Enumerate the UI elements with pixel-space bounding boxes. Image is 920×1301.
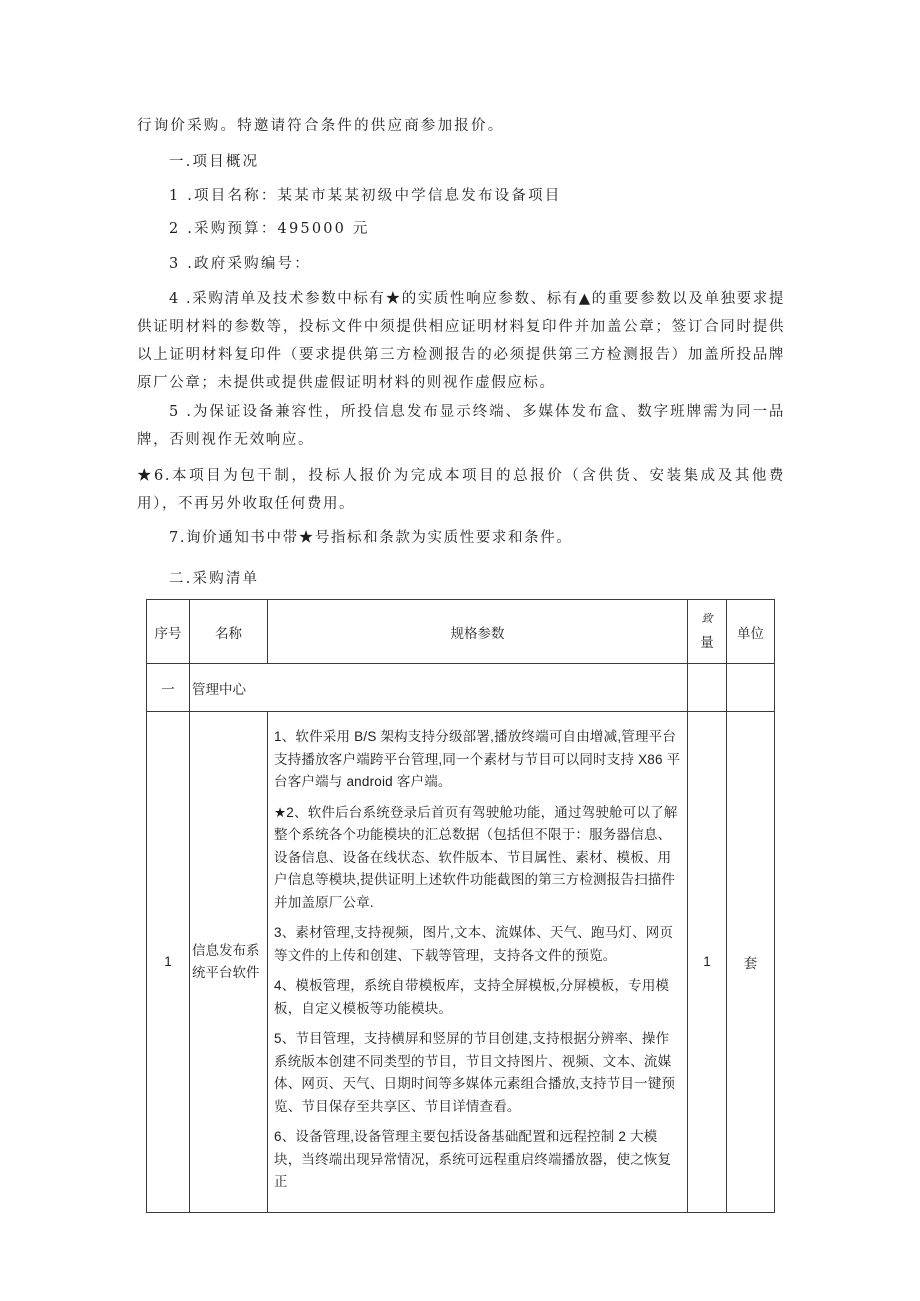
row-qty: 1 [688,712,727,1213]
section2-heading: 二.采购清单 [169,571,260,587]
row-no: 1 [147,712,190,1213]
section-name: 管理中心 [190,664,688,712]
item-1-project-name: 1 .项目名称：某某市某某初级中学信息发布设备项目 [169,188,562,204]
spec-item-5: 5、节目管理，支持横屏和竖屏的节目创建,支持根据分辨率、操作系统版本创建不同类型的节目，节目文持图片、视频、文本、流媒体、网页、天气、日期时间等多媒体元素组合播放,支持节目一键预览、节目保存至共享区、节目详情查看。 [274,1031,676,1114]
table-row [147,712,775,1213]
item-6-text: ★6.本项目为包干制，投标人报价为完成本项目的总报价（含供货、安装集成及其他费用），不再另外收取任何费用。 [137,468,785,512]
table-header-row [147,600,775,664]
item-5-text: 5 .为保证设备兼容性，所投信息发布显示终端、多媒体发布盒、数字班牌需为同一品牌，否则视作无效响应。 [137,404,785,448]
row-unit: 套 [727,712,775,1213]
row-name: 信息发布系统平台软件 [190,712,268,1213]
item-4-text: 4 .采购清单及技术参数中标有★的实质性响应参数、标有▲的重要参数以及单独要求提供证明材料的参数等，投标文件中须提供相应证明材料复印件并加盖公章；签订合同时提供以上证明材料复印件（要求提供第三方检测报告的必须提供第三方检测报告）加盖所投品牌原厂公章；未提供或提供虚假证明材料的则视作虚假应标。 [137,291,785,391]
item-7-substantive: 7.询价通知书中带★号指标和条款为实质性要求和条件。 [169,530,573,546]
item-2-budget: 2 .采购预算：495000 元 [169,221,370,237]
item-4-requirements [137,285,785,397]
header-qty-bottom: 量 [700,634,714,650]
section-qty [688,664,727,712]
item-3-procurement-number: 3 .政府采购编号： [169,256,311,272]
header-name: 名称 [190,600,268,664]
intro-line: 行询价采购。特邀请符合条件的供应商参加报价。 [137,118,505,134]
header-qty [688,600,727,664]
procurement-table [146,599,775,1213]
header-unit: 单位 [727,600,775,664]
spec-item-4: 4、模板管理，系统自带模板库，支持全屏模板,分屏模板，专用模板，自定义模板等功能模块。 [274,978,670,1016]
header-spec: 规格参数 [268,600,688,664]
section-no: 一 [147,664,190,712]
spec-item-6: 6、设备管理,设备管理主要包括设备基础配置和远程控制 2 大模块，当终端出现异常情况，系统可远程重启终端播放器，使之恢复正 [274,1129,672,1189]
row-spec [268,712,688,1213]
section-unit [727,664,775,712]
item-6-lump-sum [137,462,785,518]
spec-item-3: 3、素材管理,支持视频，图片,文本、流媒体、天气、跑马灯、网页等文件的上传和创建、下载等管理，支持各文件的预览。 [274,925,674,963]
header-qty-top: 致 [701,612,713,625]
spec-item-1: 1、软件采用 B/S 架构支持分级部署,播放终端可自由增减,管理平台支持播放客户端跨平台管理,同一个素材与节目可以同时支持 X86 平台客户端与 android 客户端。 [274,729,681,789]
spec-item-2: ★2、软件后台系统登录后首页有驾驶舱功能，通过驾驶舱可以了解整个系统各个功能模块的汇总数据（包括但不限于：服务器信息、设备信息、设备在线状态、软件版本、节目属性、素材、模板、用户信息等模块,提供证明上述软件功能截图的第三方检测报告扫描件并加盖原厂公章. [274,804,678,910]
item-5-compatibility [137,398,785,454]
section1-heading: 一.项目概况 [169,154,260,170]
table-section-row [147,664,775,712]
header-no: 序号 [147,600,190,664]
